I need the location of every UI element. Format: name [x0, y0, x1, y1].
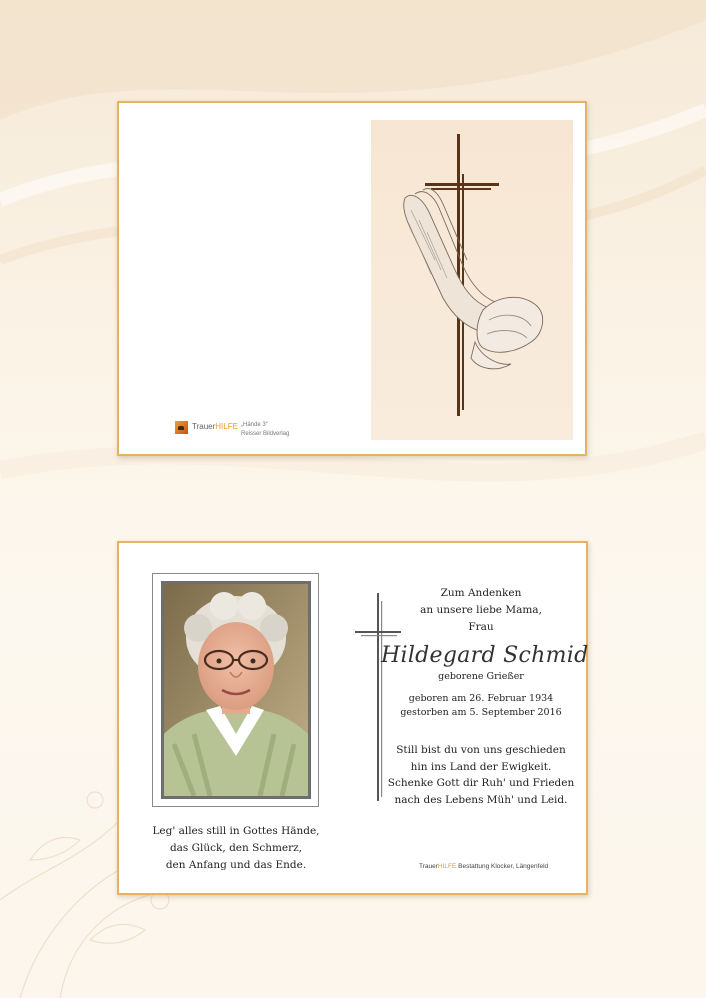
- life-dates: [381, 692, 581, 720]
- portrait-photo: [161, 581, 311, 799]
- praying-hands-icon: [404, 189, 543, 369]
- birth-name: geborene Grießer: [438, 671, 524, 682]
- photo-frame: [152, 573, 319, 807]
- birth-date: geboren am 26. Februar 1934: [408, 693, 554, 704]
- undertaker-footer: TrauerHILFE Bestattung Klocker, Längenfeld: [419, 863, 549, 870]
- front-card: [117, 101, 587, 456]
- deceased-name: Hildegard Schmid: [381, 643, 589, 668]
- intro-text: Zum Andenken an unsere liebe Mama, Frau: [420, 587, 542, 633]
- memorial-poem: Still bist du von uns geschieden hin ins Land der Ewigkeit. Schenke Gott dir Ruh' und Frieden nach des Lebens Müh' und Leid.: [387, 744, 575, 806]
- left-verse: Leg' alles still in Gottes Hände, das Glück, den Schmerz, den Anfang und das Ende.: [152, 825, 320, 871]
- publisher-brand: TrauerHILFE: [192, 422, 238, 431]
- cover-image: [371, 120, 573, 440]
- memorial-text: [381, 585, 589, 808]
- inside-card: [117, 541, 588, 895]
- image-credit: „Hände 3“ Reisser Bildverlag: [241, 422, 290, 437]
- death-date: gestorben am 5. September 2016: [400, 707, 562, 718]
- trauerhilfe-logo-icon: [175, 421, 188, 434]
